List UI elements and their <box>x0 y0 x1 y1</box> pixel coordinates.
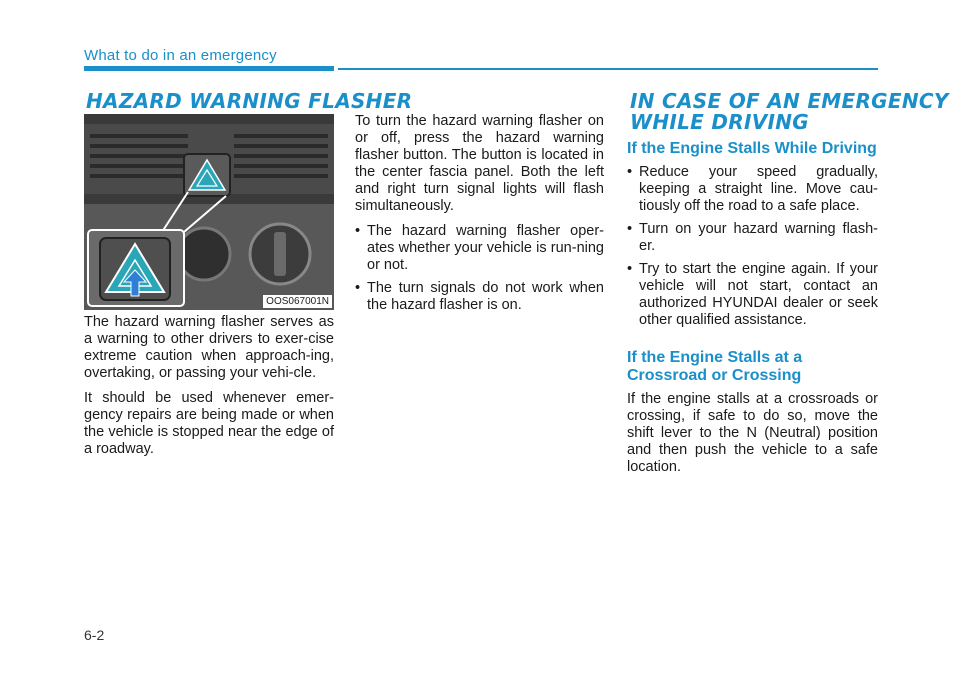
stall-crossing-subtitle: If the Engine Stalls at a Crossroad or Crossing <box>627 349 803 384</box>
list-item: • Turn on your hazard warning flash-er. <box>627 221 878 255</box>
middle-column-text <box>355 113 604 322</box>
list-item: • The turn signals do not work when the hazard flasher is on. <box>355 280 604 314</box>
stall-driving-list <box>627 164 878 329</box>
hazard-flasher-figure <box>84 114 334 310</box>
left-column-text <box>84 314 334 466</box>
header-rule-accent <box>84 66 334 71</box>
hazard-bullet-list <box>355 223 604 314</box>
page-number: 6-2 <box>84 627 105 643</box>
hazard-operation-paragraph: To turn the hazard warning flasher on or off, press the hazard warning flasher button. The button is located in the center fascia panel. Both the left and right turn signal lights will flash simultaneously. <box>355 113 604 214</box>
stall-crossing-paragraph: If the engine stalls at a crossroads or crossing, if safe to do so, move the shift lever to the N (Neutral) position and then push the vehicle to a safe location. <box>627 391 878 475</box>
hazard-paragraph-2: It should be used whenever emer-gency repairs are being made or when the vehicle is stopped near the edge of a roadway. <box>84 390 334 457</box>
hazard-paragraph-1: The hazard warning flasher serves as a warning to other drivers to exer-cise extreme caution when approach-ing, overtaking, or passing your vehi-cle. <box>84 314 334 381</box>
emergency-section-title-line1: IN CASE OF AN EMERGENCY <box>630 89 949 113</box>
dashboard-illustration <box>84 114 334 310</box>
list-item: • Try to start the engine again. If your vehicle will not start, contact an authorized HYUNDAI dealer or seek other qualified assistance. <box>627 261 878 329</box>
hazard-section-title: HAZARD WARNING FLASHER <box>86 89 413 113</box>
list-item: • Reduce your speed gradually, keeping a straight line. Move cau-tiously off the road to a safe place. <box>627 164 878 215</box>
list-item: • The hazard warning flasher oper-ates whether your vehicle is run-ning or not. <box>355 223 604 274</box>
header-rule <box>338 68 878 70</box>
figure-code: OOS067001N <box>263 295 332 308</box>
header-title: What to do in an emergency <box>84 47 277 64</box>
stall-driving-subtitle: If the Engine Stalls While Driving <box>627 140 877 157</box>
emergency-section-title-line2: WHILE DRIVING <box>630 110 810 134</box>
right-column-text <box>627 140 878 484</box>
